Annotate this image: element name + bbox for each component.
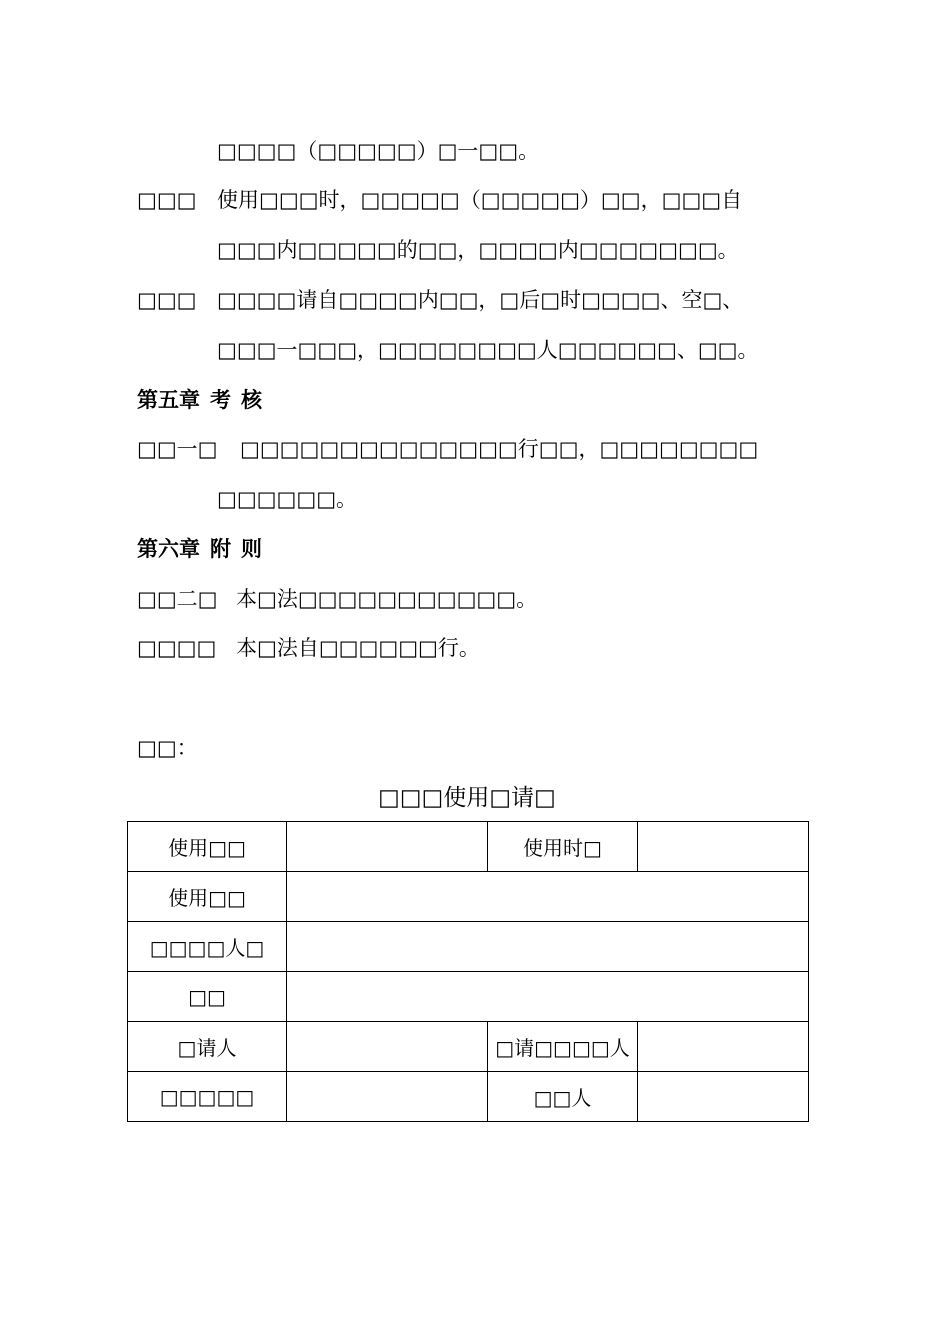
table-row [128,822,809,872]
article-label: □□□ [137,288,197,312]
field-value[interactable] [638,1022,809,1072]
field-label: 使用□□ [128,822,287,872]
field-value[interactable] [638,822,809,872]
chapter-5-heading [137,386,262,414]
table-row [128,1072,809,1122]
field-value[interactable] [287,872,809,922]
article-label: □□□□ [137,636,217,660]
field-value[interactable] [287,822,488,872]
field-label: □□□□□ [128,1072,287,1122]
chapter-6-heading [137,535,262,563]
chapter-title-char: 考 [210,388,231,412]
form-title: □□□使用□请□ [378,785,556,811]
field-value[interactable] [287,922,809,972]
field-label: □□人 [488,1072,638,1122]
field-label: □请□□□□人 [488,1022,638,1072]
field-value[interactable] [638,1072,809,1122]
article-text: 本□法自□□□□□□行。 [236,636,480,660]
field-label: □□□□人□ [128,922,287,972]
field-value[interactable] [287,1072,488,1122]
field-label: □□ [128,972,287,1022]
article-label: □□□ [137,188,197,212]
article-label: □□一□ [137,437,218,461]
chapter-number: 第五章 [137,388,200,412]
chapter-title-char: 核 [241,388,262,412]
table-row [128,1022,809,1072]
article-text: □□□□□□□□□□□□□□行□□，□□□□□□□□ [240,437,759,461]
field-value[interactable] [287,972,809,1022]
table-row [128,872,809,922]
article-text: 本□法□□□□□□□□□□□。 [236,587,538,611]
body-line-5: □□□一□□□，□□□□□□□□人□□□□□□、□□。 [217,338,759,362]
body-line-3: □□□内□□□□□的□□，□□□□内□□□□□□□。 [217,238,739,262]
field-value[interactable] [287,1022,488,1072]
chapter-title-char: 附 [210,537,231,561]
article-text: 使用□□□时，□□□□□（□□□□□）□□，□□□自 [217,188,743,212]
field-label: 使用时□ [488,822,638,872]
body-line-1: □□□□（□□□□□）□一□□。 [217,139,540,163]
table-row [128,922,809,972]
chapter-number: 第六章 [137,537,200,561]
table-row [128,972,809,1022]
attachment-label: □□： [137,736,198,760]
chapter-title-char: 则 [241,537,262,561]
field-label: □请人 [128,1022,287,1072]
article-label: □□二□ [137,587,218,611]
article-text: □□□□请自□□□□内□□，□后□时□□□□、空□、 [217,288,744,312]
application-form-table [127,821,809,1122]
body-line-ch5-2: □□□□□□。 [217,487,358,511]
field-label: 使用□□ [128,872,287,922]
